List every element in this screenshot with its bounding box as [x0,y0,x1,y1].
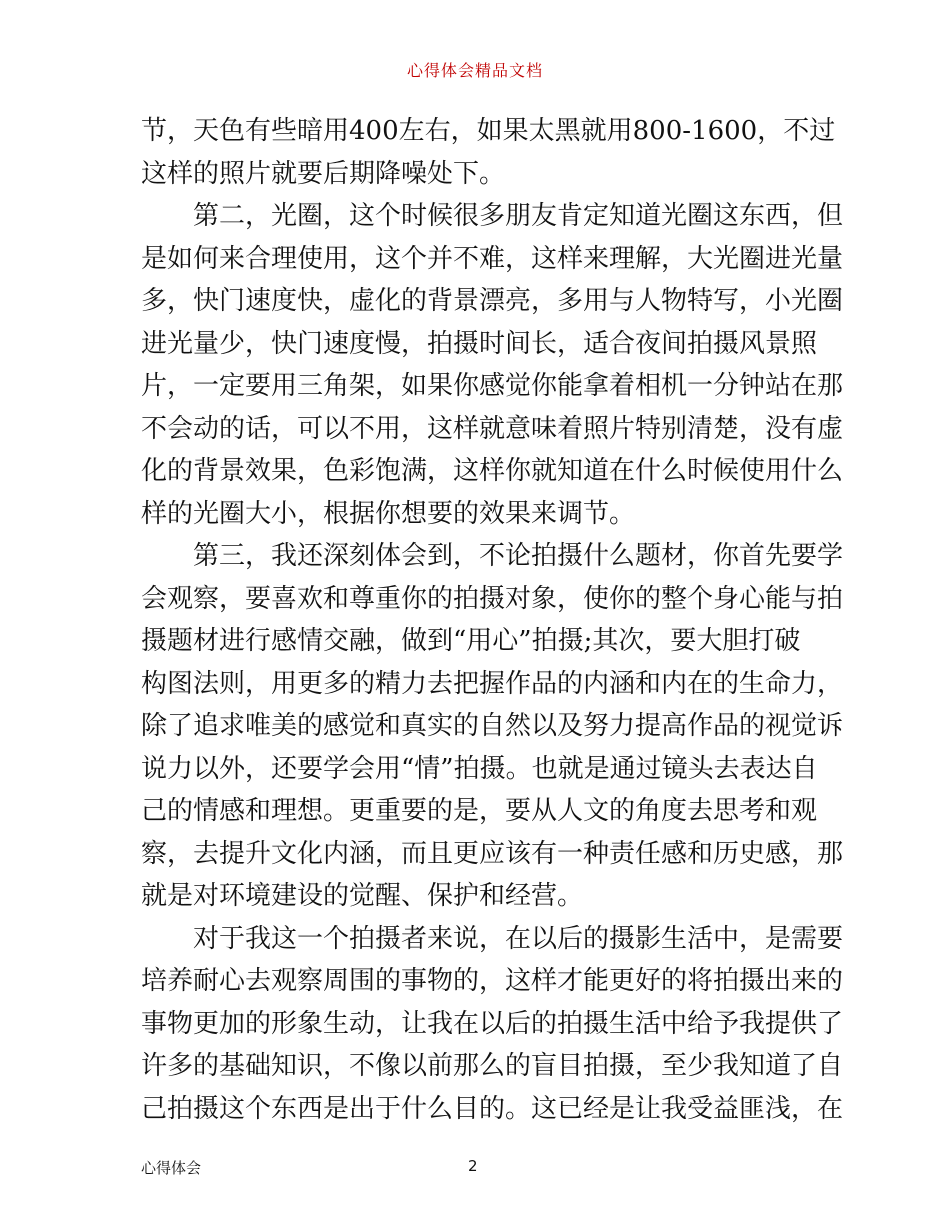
body-text [141,110,844,1130]
footer-label: 心得体会 [141,1159,202,1177]
text-line: 不会动的话，可以不用，这样就意味着照片特别清楚，没有虚 [141,413,844,444]
text-line: 是如何来合理使用，这个并不难，这样来理解，大光圈进光量 [141,243,844,274]
text-line: 片，一定要用三角架，如果你感觉你能拿着相机一分钟站在那 [141,371,844,401]
text-line: 除了追求唯美的感觉和真实的自然以及努力提高作品的视觉诉 [141,711,844,741]
text-line: 察，去提升文化内涵，而且更应该有一种责任感和历史感，那 [141,838,844,869]
text-line: 多，快门速度快，虚化的背景漂亮，多用与人物特写，小光圈 [141,286,844,316]
text-line: 这样的照片就要后期降噪处下。 [141,158,506,189]
text-line: 许多的基础知识，不像以前那么的盲目拍摄，至少我知道了自 [141,1051,844,1081]
text-line: 样的光圈大小，根据你想要的效果来调节。 [141,498,636,529]
text-line: 化的背景效果，色彩饱满，这样你就知道在什么时候使用什么 [141,456,844,486]
text-line: 对于我这一个拍摄者来说，在以后的摄影生活中，是需要 [141,923,844,954]
text-line: 第三，我还深刻体会到，不论拍摄什么题材，你首先要学 [141,541,844,571]
text-line: 培养耐心去观察周围的事物的，这样才能更好的将拍摄出来的 [141,966,844,996]
page-header-title: 心得体会精品文档 [406,61,543,80]
text-line: 说力以外，还要学会用“情”拍摄。也就是通过镜头去表达自 [141,753,818,784]
text-line: 节，天色有些暗用400左右，如果太黑就用800-1600，不过 [141,116,836,146]
text-line: 己的情感和理想。更重要的是，要从人文的角度去思考和观 [141,796,818,826]
text-line: 己拍摄这个东西是出于什么目的。这已经是让我受益匪浅，在 [141,1093,844,1124]
page-number: 2 [468,1157,478,1175]
text-line: 事物更加的形象生动，让我在以后的拍摄生活中给予我提供了 [141,1008,844,1039]
text-line: 就是对环境建设的觉醒、保护和经营。 [141,881,584,911]
text-line: 第二，光圈，这个时候很多朋友肯定知道光圈这东西，但 [141,201,844,231]
text-line: 会观察，要喜欢和尊重你的拍摄对象，使你的整个身心能与拍 [141,583,844,614]
text-line: 进光量少，快门速度慢，拍摄时间长，适合夜间拍摄风景照 [141,328,818,359]
text-line: 构图法则，用更多的精力去把握作品的内涵和内在的生命力， [141,668,844,699]
text-line: 摄题材进行感情交融，做到“用心”拍摄;其次，要大胆打破 [141,626,801,656]
